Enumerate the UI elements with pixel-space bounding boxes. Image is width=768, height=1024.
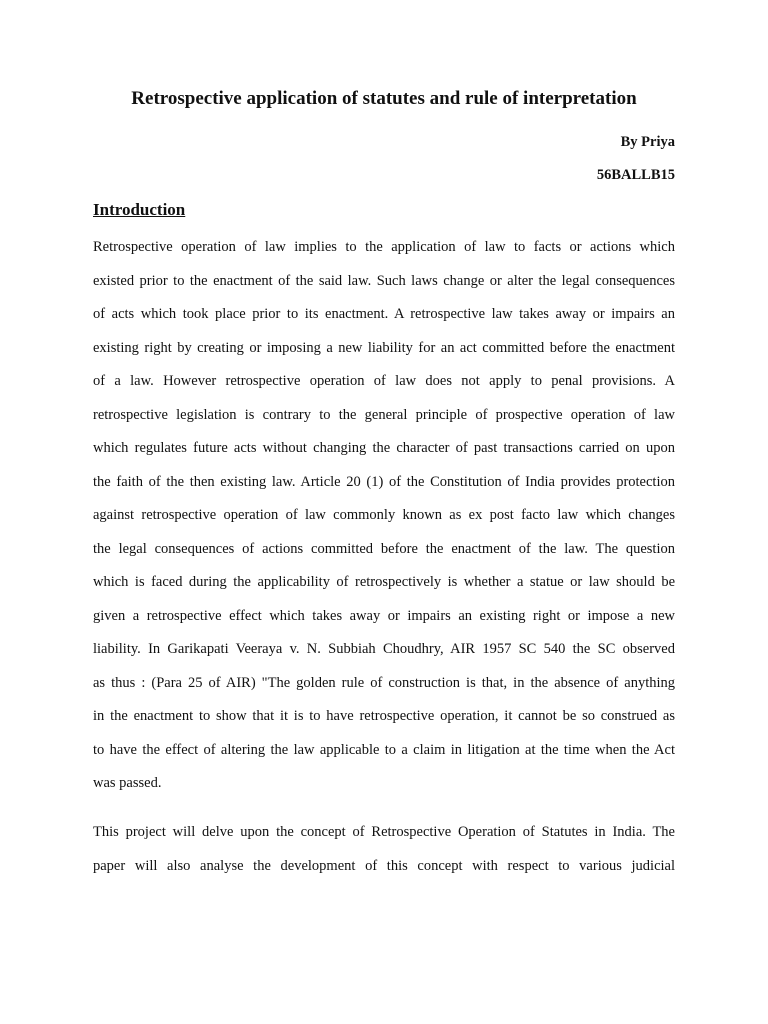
paragraph-line: the faith of the then existing law. Article 20 (1) of the Constitution of India provides protection bbox=[93, 473, 675, 490]
paragraph-line: which regulates future acts without changing the character of past transactions carried on upon bbox=[93, 440, 675, 456]
introduction-paragraph-2 bbox=[93, 822, 675, 889]
paragraph-line: This project will delve upon the concept of Retrospective Operation of Statutes in India. The bbox=[93, 824, 675, 840]
paragraph-line: existed prior to the enactment of the said law. Such laws change or alter the legal consequences bbox=[93, 272, 675, 289]
paragraph-line: which is faced during the applicability of retrospectively is whether a statue or law should be bbox=[93, 574, 675, 590]
paragraph-line: the legal consequences of actions committed before the enactment of the law. The question bbox=[93, 540, 675, 557]
paragraph-line: Retrospective operation of law implies to the application of law to facts or actions which bbox=[93, 239, 675, 255]
paragraph-line: existing right by creating or imposing a new liability for an act committed before the enactment bbox=[93, 339, 675, 356]
paragraph-line: of acts which took place prior to its enactment. A retrospective law takes away or impairs an bbox=[93, 306, 675, 322]
roll-number: 56BALLB15 bbox=[596, 167, 675, 183]
section-heading-introduction: Introduction bbox=[93, 200, 186, 219]
author-line: By Priya bbox=[620, 134, 675, 150]
paragraph-line: of a law. However retrospective operation of law does not apply to penal provisions. A bbox=[93, 373, 675, 389]
paragraph-line: as thus : (Para 25 of AIR) "The golden rule of construction is that, in the absence of anything bbox=[93, 674, 675, 691]
paragraph-line: liability. In Garikapati Veeraya v. N. Subbiah Choudhry, AIR 1957 SC 540 the SC observed bbox=[93, 641, 675, 657]
paragraph-line: paper will also analyse the development of this concept with respect to various judicial bbox=[93, 857, 675, 874]
paragraph-line: was passed. bbox=[93, 775, 162, 791]
paragraph-line: retrospective legislation is contrary to the general principle of prospective operation of law bbox=[93, 406, 675, 423]
introduction-paragraph-1 bbox=[93, 237, 675, 807]
paragraph-line: given a retrospective effect which takes away or impairs an existing right or impose a new bbox=[93, 607, 675, 624]
paragraph-line: in the enactment to show that it is to have retrospective operation, it cannot be so construed as bbox=[93, 708, 675, 724]
document-title: Retrospective application of statutes and rule of interpretation bbox=[131, 88, 637, 109]
paragraph-line: against retrospective operation of law commonly known as ex post facto law which changes bbox=[93, 507, 675, 523]
paragraph-line: to have the effect of altering the law applicable to a claim in litigation at the time when the Act bbox=[93, 741, 675, 758]
